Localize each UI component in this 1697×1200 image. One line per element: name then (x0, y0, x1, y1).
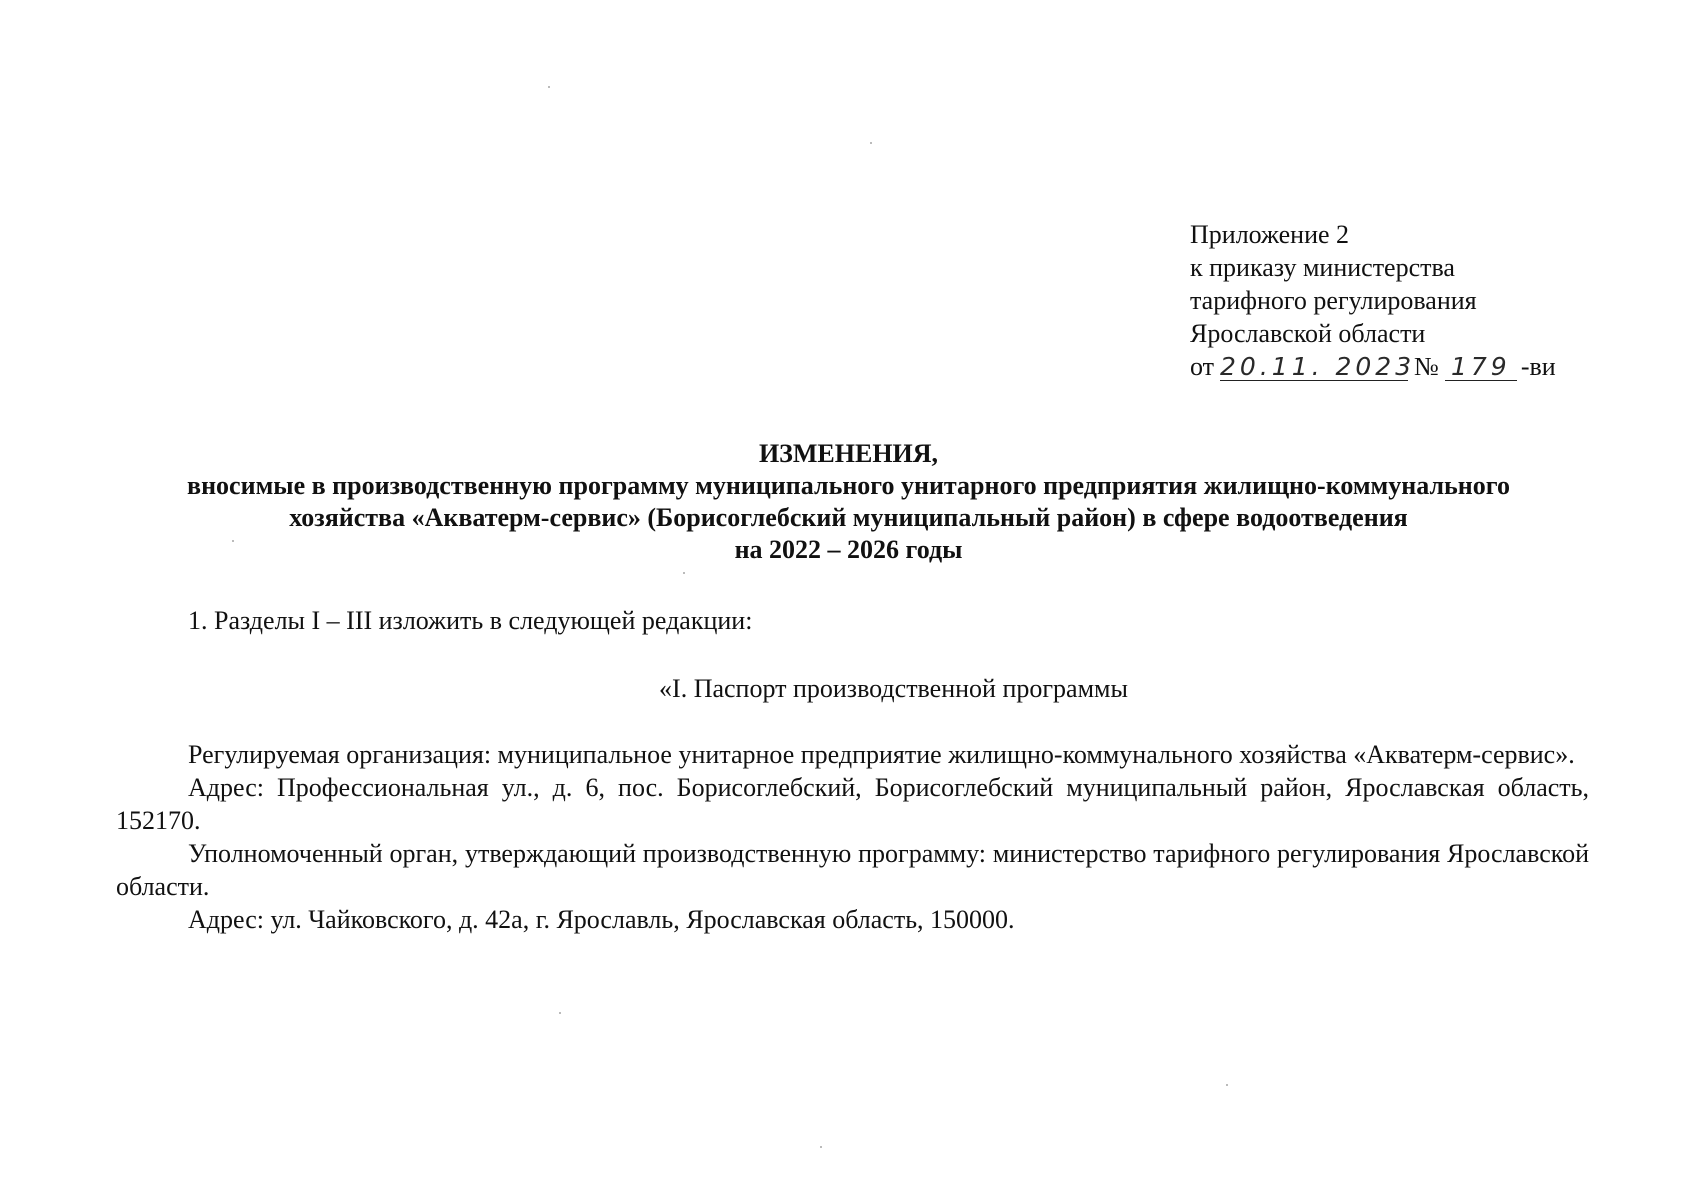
paragraph-authority: Уполномоченный орган, утверждающий производственную программу: министерство тарифного регулирования Ярославской области. (116, 839, 1589, 901)
annex-reference-line (1190, 350, 1556, 383)
title-main: ИЗМЕНЕНИЯ, (758, 439, 939, 468)
paragraph-organization: Регулируемая организация: муниципальное унитарное предприятие жилищно-коммунального хозяйства «Акватерм-сервис». (188, 740, 1575, 769)
title-subtitle-line-3: на 2022 – 2026 годы (734, 535, 963, 564)
handwritten-number: 179 (1450, 352, 1511, 381)
from-label: от (1190, 352, 1215, 381)
title-subtitle-line-1: вносимые в производственную программу муниципального унитарного предприятия жилищно-коммунального (187, 471, 1510, 500)
scan-speck (559, 1012, 561, 1014)
scan-speck (683, 572, 685, 574)
number-suffix: -ви (1520, 352, 1556, 381)
scan-speck (870, 142, 872, 144)
scan-speck (820, 1146, 822, 1148)
scan-speck (548, 86, 550, 88)
date-field (1220, 352, 1416, 381)
scan-speck (1226, 1084, 1228, 1086)
paragraph-authority-address: Адрес: ул. Чайковского, д. 42а, г. Ярославль, Ярославская область, 150000. (188, 905, 1015, 934)
number-label: № (1414, 352, 1439, 381)
handwritten-date: 20.11. 2023 (1220, 352, 1416, 381)
title-subtitle-line-2: хозяйства «Акватерм-сервис» (Борисоглебский муниципальный район) в сфере водоотведения (289, 503, 1408, 532)
section-heading: «I. Паспорт производственной программы (659, 674, 1128, 703)
document-title (0, 438, 1697, 566)
number-field (1445, 352, 1517, 381)
annex-region-line: Ярославской области (1190, 319, 1426, 348)
annex-ministry-line: тарифного регулирования (1190, 286, 1477, 315)
annex-block (1190, 218, 1556, 383)
scan-speck (232, 540, 234, 542)
annex-title: Приложение 2 (1190, 220, 1350, 249)
item-1-text: 1. Разделы I – III изложить в следующей редакции: (188, 606, 753, 635)
passport-paragraphs (116, 738, 1589, 936)
paragraph-organization-address: Адрес: Профессиональная ул., д. 6, пос. Борисоглебский, Борисоглебский муниципальный район, Ярославская область, 152170. (116, 773, 1589, 835)
annex-order-line: к приказу министерства (1190, 253, 1455, 282)
